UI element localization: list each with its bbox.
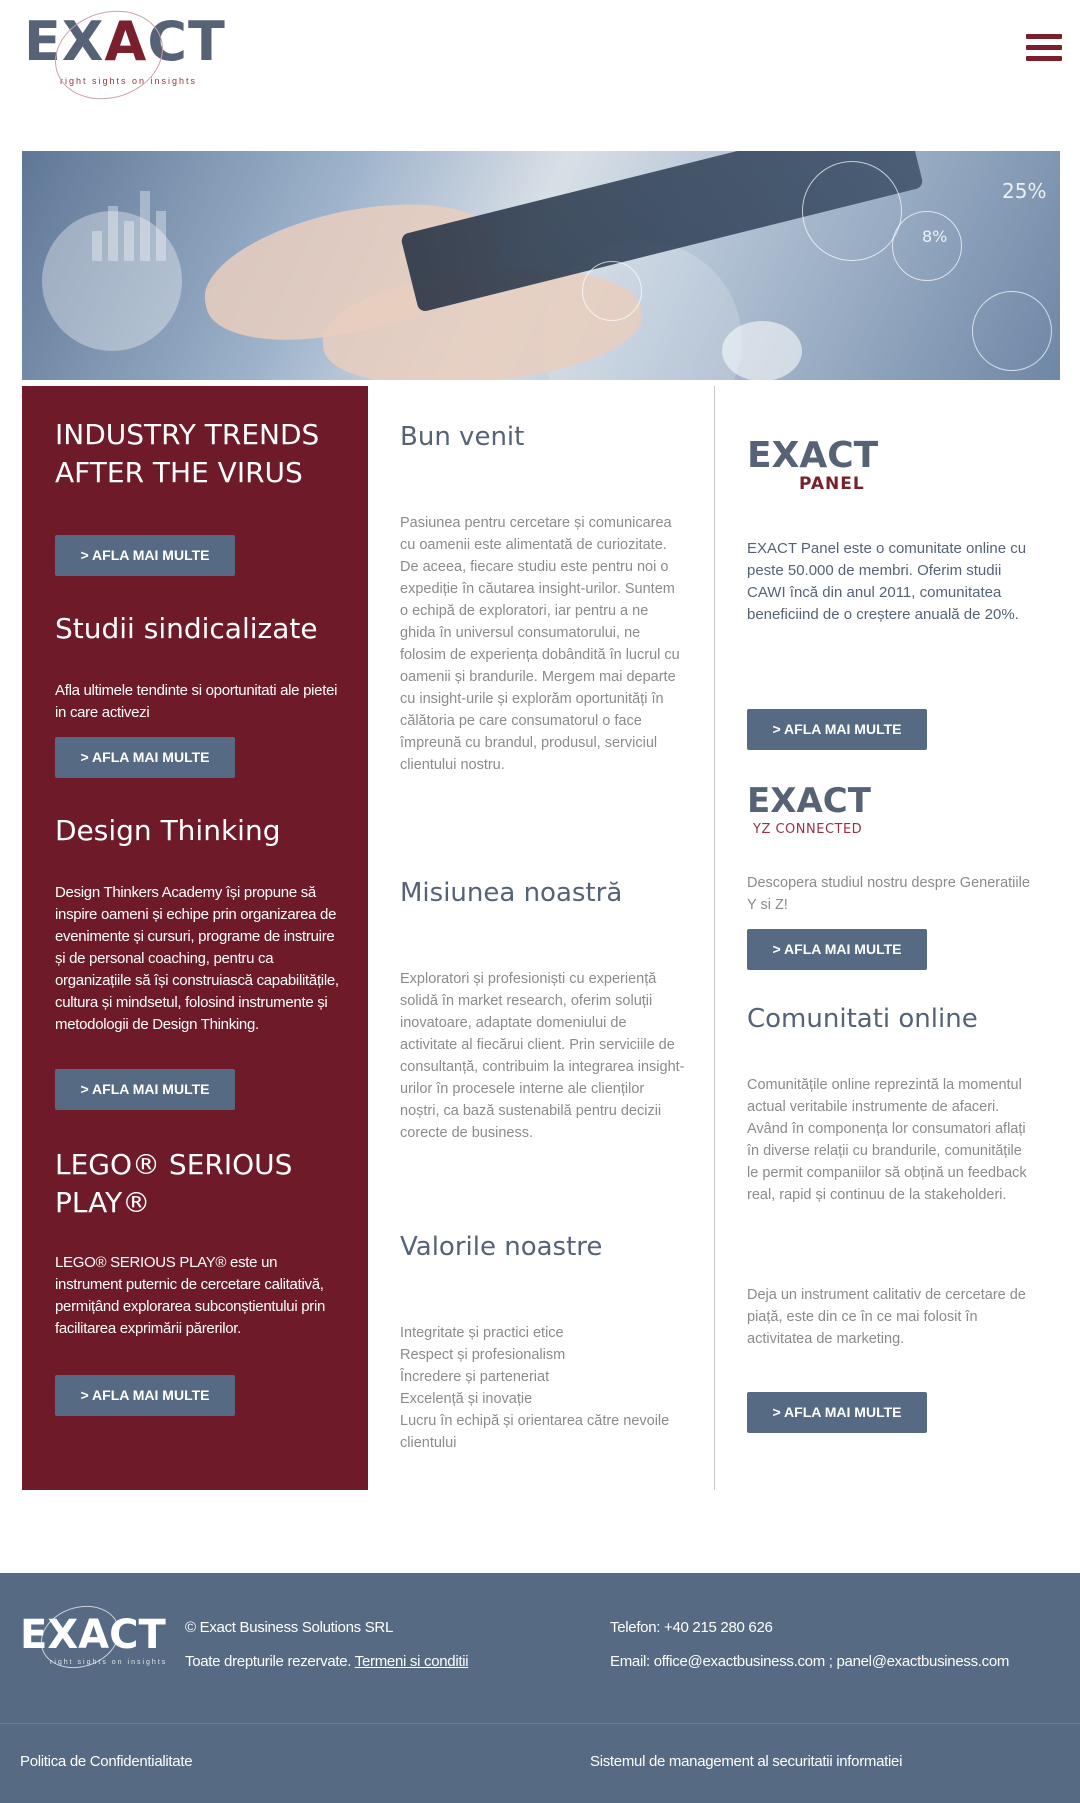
value-item: Încredere și parteneriat [400,1369,550,1385]
terms-link[interactable]: Termeni si conditii [354,1653,469,1670]
exact-panel-logo[interactable]: EXACT PANEL [747,435,879,494]
comunitati-online-more-button[interactable]: > AFLA MAI MULTE [747,1392,927,1433]
exact-panel-text: EXACT Panel este o comunitate online cu peste 50.000 de membri. Oferim studii CAWI încă din anul 2011, comunitatea beneficiind de o creștere anuală de 20%. [747,540,1027,623]
footer-logo[interactable]: EXACT right sights on insights [20,1613,170,1683]
lego-serious-play-more-button[interactable]: > AFLA MAI MULTE [55,1375,235,1416]
value-item: Integritate și practici etice [400,1325,564,1341]
bun-venit-heading: Bun venit [400,422,525,452]
design-thinking-text: Design Thinkers Academy își propune să inspire oameni și echipe prin organizarea de evenimente și cursuri, programe de instruire și de personal coaching, pentru ca organizațiile să își construiască capabilitățile, cultura și mindsetul, folosind instrumente și metodologii de Design Thinking. [55,884,339,1033]
footer-divider [0,1723,1080,1724]
bun-venit-text: Pasiunea pentru cercetare și comunicarea cu oamenii este alimentată de curiozitate. De aceea, fiecare studiu este pentru noi o expediție în căutarea insight-urilor. Suntem o echipă de exploratori, iar pentru a ne ghida în universul consumatorului, ne folosim de experiența dobândită în lucrul cu oamenii și brandurile. Mergem mai departe cu insight-urile și explorăm oportunități în călătoria pe care consumatorul o face împreună cu brandul, produsul, serviciul clientului nostru. [400,515,680,773]
studii-sindicalizate-more-button[interactable]: > AFLA MAI MULTE [55,737,235,778]
column-divider [714,386,715,1490]
misiunea-text: Exploratori și profesioniști cu experiență solidă în market research, oferim soluții inovatoare, adaptate domeniului de activitate al fiecărui client. Prin serviciile de consultanță, contribuim la integrarea insight-urilor în procesele interne ale clienților noștri, ca bază sustenabilă pentru decizii corecte de business. [400,971,685,1141]
site-footer [0,1573,1080,1803]
footer-email[interactable]: Email: office@exactbusiness.com ; panel@exactbusiness.com [610,1653,1010,1670]
comunitati-online-heading: Comunitati online [747,1004,978,1034]
yz-more-button[interactable]: > AFLA MAI MULTE [747,929,927,970]
footer-rights: Toate drepturile rezervate. Termeni si conditii [185,1653,469,1670]
value-item: Excelență și inovație [400,1391,533,1407]
studii-sindicalizate-title: Studii sindicalizate [55,612,318,645]
design-thinking-title: Design Thinking [55,814,281,847]
logo-tagline: right sights on insights [60,76,198,86]
footer-phone: Telefon: +40 215 280 626 [610,1619,773,1636]
industry-trends-title: INDUSTRY TRENDS AFTER THE VIRUS [55,418,320,489]
valorile-list [400,1322,685,1454]
red-feature-column [22,386,368,1490]
exact-yz-connected-logo[interactable]: EXACT YZ CONNECTED [747,781,871,837]
site-header [0,0,1080,150]
value-item: Lucru în echipă și orientarea către nevoile clientului [400,1413,670,1451]
valorile-heading: Valorile noastre [400,1232,603,1262]
value-item: Respect și profesionalism [400,1347,566,1363]
studii-sindicalizate-text: Afla ultimele tendinte si oportunitati ale pietei in care activezi [55,682,338,721]
industry-trends-more-button[interactable]: > AFLA MAI MULTE [55,535,235,576]
footer-copyright: © Exact Business Solutions SRL [185,1619,393,1636]
hamburger-menu-icon[interactable] [1026,34,1062,68]
logo-wordmark: EXACT [24,10,226,73]
comunitati-online-text: Comunitățile online reprezintă la momentul actual veritabile instrumente de afaceri. Având în componența lor consumatori aflați în diverse relații cu brandurile, comunitățile le permit companiilor să obțină un feedback real, rapid și continuu de la stakeholderi. [747,1077,1027,1203]
misiunea-heading: Misiunea noastră [400,878,623,908]
design-thinking-more-button[interactable]: > AFLA MAI MULTE [55,1069,235,1110]
exact-panel-more-button[interactable]: > AFLA MAI MULTE [747,709,927,750]
yz-text: Descopera studiul nostru despre Generatiile Y si Z! [747,875,1030,913]
hero-banner-image: 25% 8% [22,151,1060,380]
exact-logo[interactable] [24,12,224,102]
lego-serious-play-title: LEGO® SERIOUS PLAY® [55,1148,293,1219]
comunitati-online-text-2: Deja un instrument calitativ de cercetare de piață, este din ce în ce mai folosit în activitatea de marketing. [747,1287,1026,1347]
privacy-policy-link[interactable]: Politica de Confidentialitate [20,1753,193,1770]
lego-serious-play-text: LEGO® SERIOUS PLAY® este un instrument puternic de cercetare calitativă, permițând explorarea subconștientului prin facilitarea exprimării părerilor. [55,1254,326,1337]
security-management-link[interactable]: Sistemul de management al securitatii informatiei [590,1753,903,1770]
